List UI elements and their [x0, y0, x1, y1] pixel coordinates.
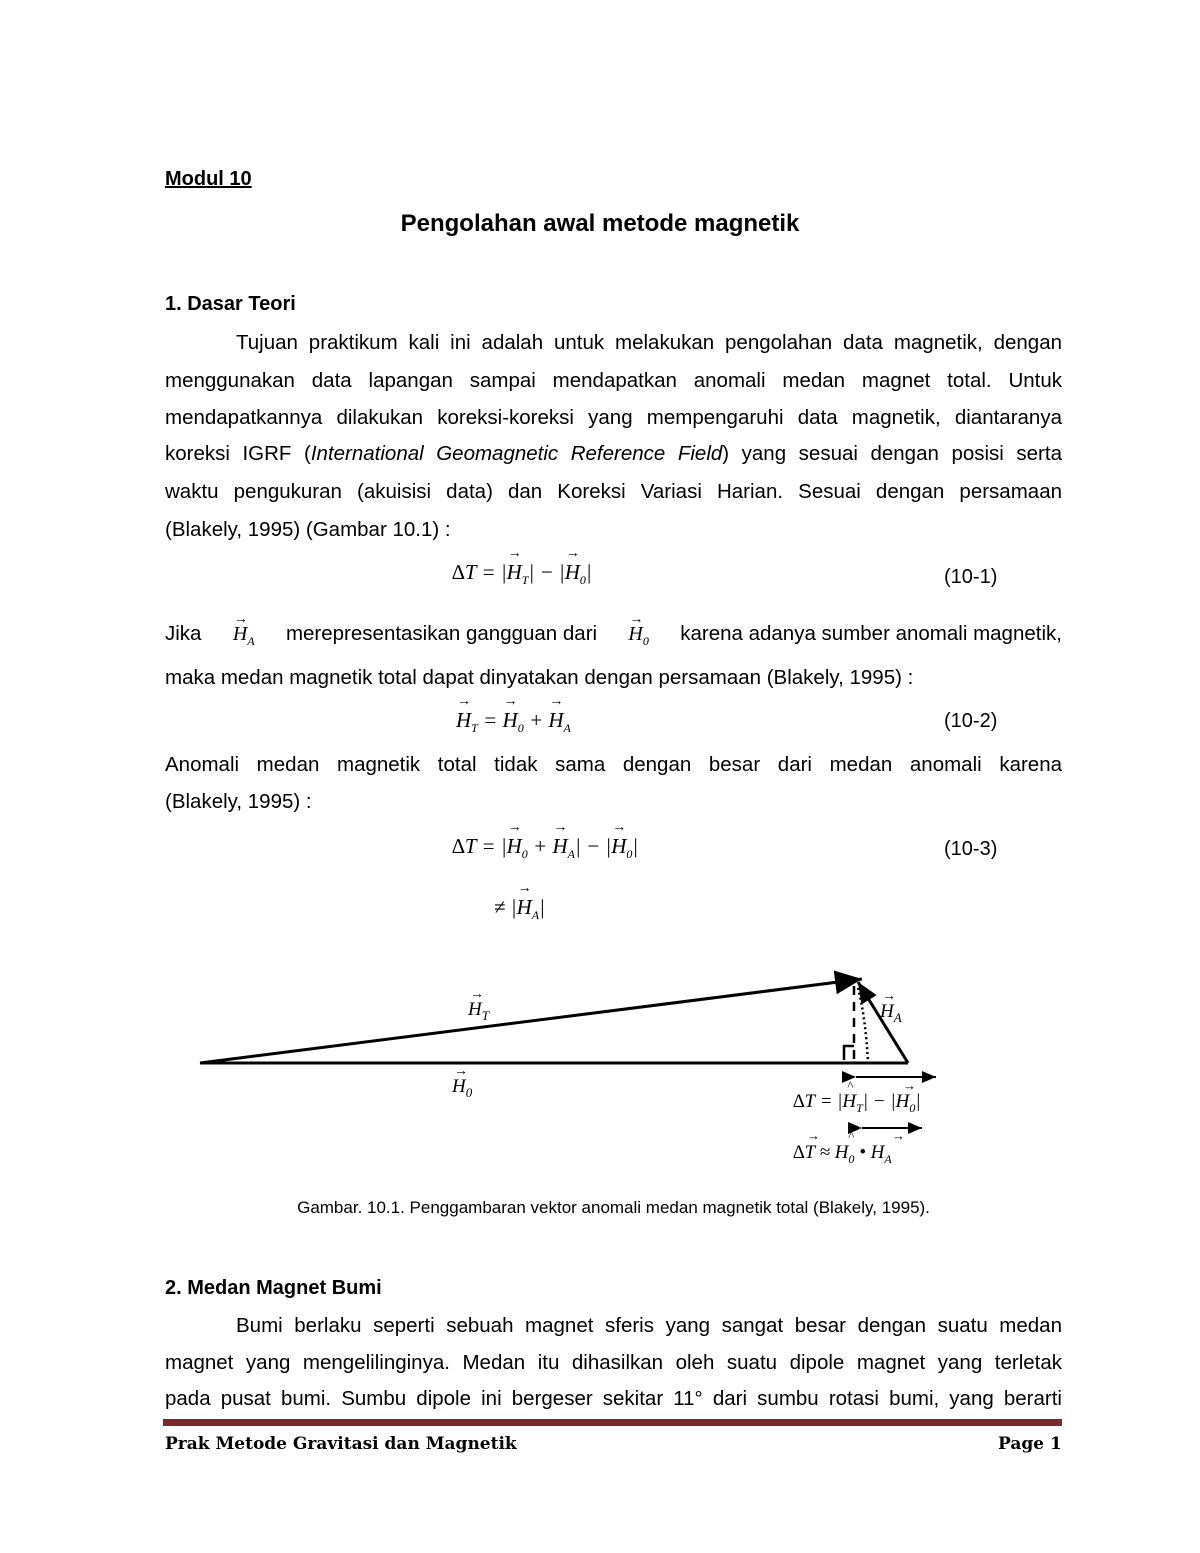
svg-text:→: → [454, 1064, 468, 1079]
text-segment: ) yang sesuai dengan posisi serta [722, 442, 1062, 465]
label-ht [467, 999, 490, 1023]
projection-dotted [858, 988, 868, 1063]
svg-text:→: → [807, 1128, 820, 1143]
svg-text:^: ^ [848, 1128, 854, 1143]
label-ha-letter: H [880, 1001, 894, 1022]
label-ht-letter: H [468, 999, 482, 1020]
paragraph-line: Bumi berlaku seperti sebuah magnet sferis yang sangat besar dengan suatu medan [236, 1314, 1062, 1337]
right-angle-mark [844, 1046, 854, 1060]
label-ht-sub: T [481, 1008, 489, 1023]
label-h0 [451, 1076, 473, 1100]
paragraph-line: waktu pengukuran (akuisisi data) dan Koreksi Variasi Harian. Sesuai dengan persamaan [165, 480, 1062, 503]
svg-text:→: → [470, 987, 484, 1002]
paragraph-line: (Blakely, 1995) (Gambar 10.1) : [165, 518, 451, 541]
paragraph-line: (Blakely, 1995) : [165, 790, 312, 813]
label-ha-sub: A [893, 1010, 902, 1025]
footer-page-number: Page 1 [998, 1434, 1062, 1454]
vector-diagram [190, 960, 970, 1175]
svg-text:→: → [903, 1078, 916, 1093]
paragraph-line: maka medan magnetik total dapat dinyatakan dengan persamaan (Blakely, 1995) : [165, 666, 914, 689]
equation-10-1: ∆T = |→ $H_T|$ − |→ $H_0|$ [452, 560, 592, 588]
figure-caption: Gambar. 10.1. Penggambaran vektor anomali medan magnetik total (Blakely, 1995). [297, 1198, 930, 1217]
text-segment: merepresentasikan gangguan dari [285, 622, 598, 645]
equation-number: (10-2) [944, 710, 998, 732]
section-heading-dasar-teori: 1. Dasar Teori [165, 293, 296, 315]
equation-10-3-continuation: ≠ |→ $H_A|$ [494, 895, 545, 923]
paragraph-line: Anomali medan magnetik total tidak sama dengan besar dari medan anomali karena [165, 753, 1062, 776]
paragraph-line: menggunakan data lapangan sampai mendapatkan anomali medan magnet total. Untuk [165, 369, 1062, 392]
label-ha [879, 1001, 902, 1025]
module-label: Modul 10 [165, 168, 252, 190]
paragraph-line: magnet yang mengelilinginya. Medan itu dihasilkan oleh suatu dipole magnet yang terletak [165, 1351, 1062, 1374]
paragraph-line: mendapatkannya dilakukan koreksi-koreksi yang mempengaruhi data magnetik, diantaranya [165, 406, 1062, 429]
text-segment: koreksi IGRF ( [165, 442, 311, 465]
page-title: Pengolahan awal metode magnetik [400, 210, 800, 237]
footer-rule [163, 1419, 1062, 1426]
vector-ht [200, 979, 862, 1063]
text-segment: Jika [165, 622, 202, 645]
svg-text:→: → [892, 1128, 905, 1143]
equation-number: (10-3) [944, 838, 998, 860]
section-heading-medan-magnet-bumi: 2. Medan Magnet Bumi [165, 1277, 382, 1299]
label-h0-sub: 0 [465, 1085, 473, 1100]
paragraph-line-jika [165, 615, 1062, 660]
igrf-term: International Geomagnetic Reference Field [310, 442, 723, 465]
label-h0-letter: H [452, 1076, 466, 1097]
equation-10-2: → $H_T$ = → $H_0$ + → $H_A$ [456, 708, 571, 736]
equation-number: (10-1) [944, 566, 998, 588]
footer-course-title: Prak Metode Gravitasi dan Magnetik [165, 1434, 517, 1454]
delta-t-vec-equation: $\Delta T \approx H_0$ • $H_A$ [793, 1142, 892, 1166]
delta-t-equation: $\Delta T = |H_T| - |H_0|$ [793, 1091, 921, 1115]
equation-10-3: ∆T = |→ $H_0$ + → $H_A|$ − |→ $H_0|$ [452, 834, 638, 862]
text-segment: karena adanya sumber anomali magnetik, [680, 622, 1062, 645]
paragraph-line-igrf [165, 435, 1062, 473]
svg-text:→: → [882, 989, 896, 1004]
symbol-H0: → $H_0$ [628, 615, 648, 660]
svg-text:^: ^ [847, 1078, 853, 1093]
symbol-HA: → $H_A$ [233, 615, 255, 660]
paragraph-line: pada pusat bumi. Sumbu dipole ini bergeser sekitar 11° dari sumbu rotasi bumi, yang berarti [165, 1387, 1062, 1410]
paragraph-line: Tujuan praktikum kali ini adalah untuk melakukan pengolahan data magnetik, dengan [236, 331, 1062, 354]
